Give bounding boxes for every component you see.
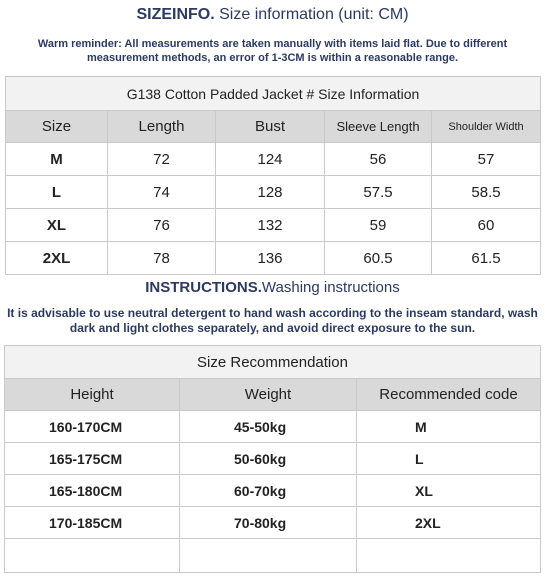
size-table-header: Bust [216, 111, 325, 143]
size-table-caption: G138 Cotton Padded Jacket # Size Information [6, 77, 541, 111]
table-row [6, 176, 541, 209]
shoulder-cell: 58.5 [432, 176, 541, 209]
sleeve-cell: 57.5 [325, 176, 432, 209]
height-cell: 160-170CM [5, 411, 180, 443]
table-row [5, 443, 541, 475]
empty-cell [5, 539, 180, 573]
measurement-reminder: Warm reminder: All measurements are taken manually with items laid flat. Due to different measurement methods, an error of 1-3CM is within a reasonable range. [37, 38, 508, 64]
empty-row [5, 539, 541, 573]
washing-title-bold: INSTRUCTIONS. [145, 279, 262, 296]
code-cell: L [357, 443, 541, 475]
empty-cell [180, 539, 357, 573]
length-cell: 72 [108, 143, 216, 176]
size-table-header: Sleeve Length [325, 111, 432, 143]
shoulder-cell: 57 [432, 143, 541, 176]
table-row [5, 507, 541, 539]
sleeve-cell: 59 [325, 209, 432, 242]
length-cell: 76 [108, 209, 216, 242]
code-cell: M [357, 411, 541, 443]
code-cell: XL [357, 475, 541, 507]
size-info-title-bold: SIZEINFO. [136, 6, 215, 23]
bust-cell: 128 [216, 176, 325, 209]
recommendation-header: Recommended code [357, 379, 541, 411]
recommendation-header: Weight [180, 379, 357, 411]
empty-cell [357, 539, 541, 573]
size-table-header: Length [108, 111, 216, 143]
weight-cell: 70-80kg [180, 507, 357, 539]
table-row [6, 209, 541, 242]
bust-cell: 132 [216, 209, 325, 242]
weight-cell: 45-50kg [180, 411, 357, 443]
sleeve-cell: 60.5 [325, 242, 432, 275]
size-table-header: Shoulder Width [432, 111, 541, 143]
bust-cell: 136 [216, 242, 325, 275]
size-info-title [0, 6, 545, 24]
shoulder-cell: 61.5 [432, 242, 541, 275]
table-row [5, 475, 541, 507]
length-cell: 74 [108, 176, 216, 209]
table-row [5, 411, 541, 443]
height-cell: 170-185CM [5, 507, 180, 539]
size-table-header: Size [6, 111, 108, 143]
length-cell: 78 [108, 242, 216, 275]
size-recommendation-table [4, 345, 541, 573]
size-cell: M [6, 143, 108, 176]
size-cell: XL [6, 209, 108, 242]
recommendation-header: Height [5, 379, 180, 411]
shoulder-cell: 60 [432, 209, 541, 242]
washing-title [0, 279, 545, 296]
weight-cell: 50-60kg [180, 443, 357, 475]
sleeve-cell: 56 [325, 143, 432, 176]
table-row [6, 143, 541, 176]
recommendation-caption: Size Recommendation [5, 346, 541, 379]
size-cell: L [6, 176, 108, 209]
code-cell: 2XL [357, 507, 541, 539]
bust-cell: 124 [216, 143, 325, 176]
washing-title-rest: Washing instructions [261, 279, 400, 296]
height-cell: 165-180CM [5, 475, 180, 507]
table-row [6, 242, 541, 275]
washing-instructions: It is advisable to use neutral detergent to hand wash according to the inseam standard, wash dark and light clothes separately, and avoid direct exposure to the sun. [7, 306, 538, 335]
size-info-title-rest: Size information (unit: CM) [214, 6, 409, 23]
height-cell: 165-175CM [5, 443, 180, 475]
size-cell: 2XL [6, 242, 108, 275]
weight-cell: 60-70kg [180, 475, 357, 507]
size-table [5, 76, 541, 275]
